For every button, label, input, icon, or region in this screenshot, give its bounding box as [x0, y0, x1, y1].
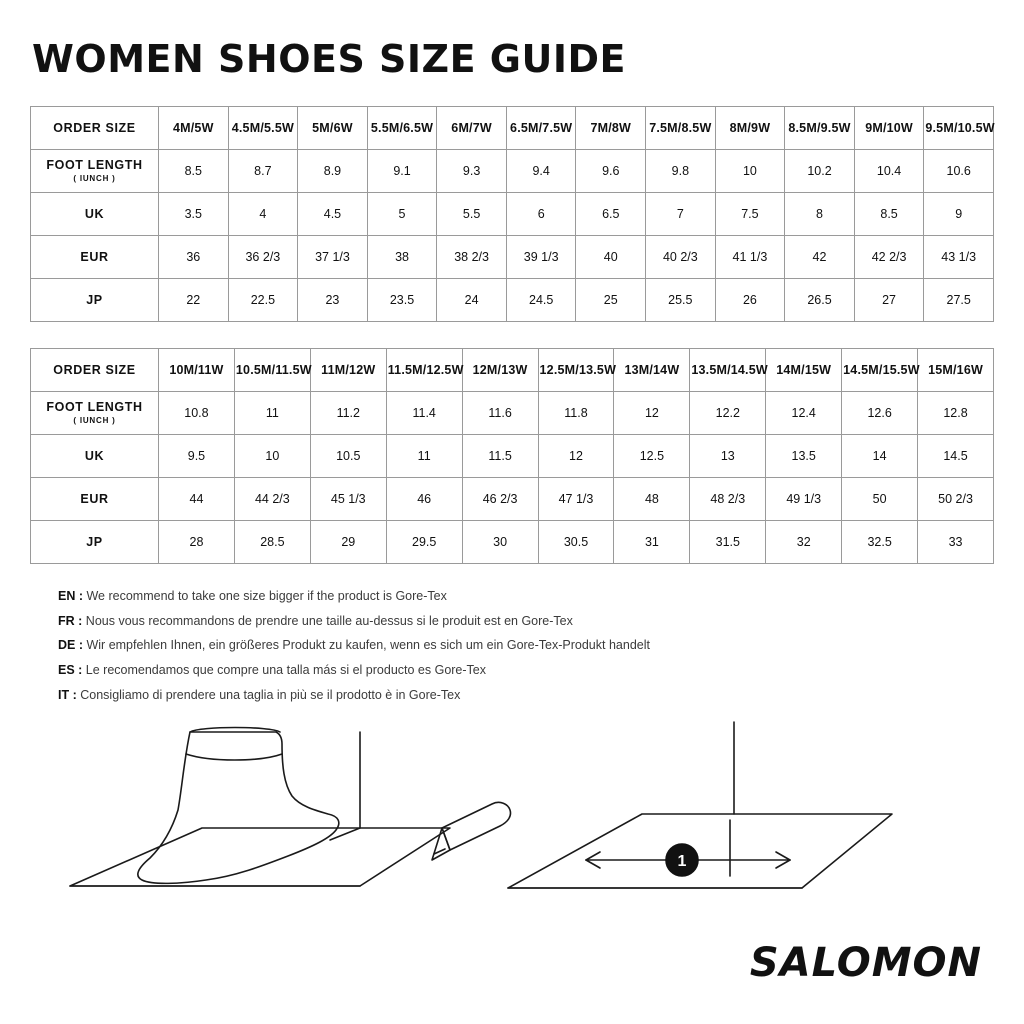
table-row	[31, 520, 994, 563]
table-cell: 50	[842, 477, 918, 520]
table-cell: 7.5M/8.5W	[646, 106, 716, 149]
row-label-jp: JP	[31, 278, 159, 321]
row-label-uk: UK	[31, 192, 159, 235]
table-cell: 28	[159, 520, 235, 563]
row-label-uk: UK	[31, 434, 159, 477]
table-cell: 10	[715, 149, 785, 192]
table-cell: 8	[785, 192, 855, 235]
foot-measure-diagram-icon	[70, 728, 511, 887]
size-table-extended	[30, 348, 994, 564]
table-cell: 12.5	[614, 434, 690, 477]
table-cell: 10.5	[310, 434, 386, 477]
table-cell: 32	[766, 520, 842, 563]
note-text-it: Consigliamo di prendere una taglia in più se il prodotto è in Gore-Tex	[80, 687, 461, 702]
table-cell: 10.8	[159, 391, 235, 434]
table-cell: 31.5	[690, 520, 766, 563]
row-label-foot-length-unit: ( IUNCH )	[73, 174, 116, 184]
table-cell: 23	[298, 278, 368, 321]
table-cell: 25	[576, 278, 646, 321]
step-badge-label: 1	[677, 853, 687, 870]
note-text-en: We recommend to take one size bigger if the product is Gore-Tex	[86, 588, 447, 603]
note-text-fr: Nous vous recommandons de prendre une taille au-dessus si le produit est en Gore-Tex	[85, 613, 573, 628]
table-cell: 39 1/3	[506, 235, 576, 278]
table-cell: 29	[310, 520, 386, 563]
table-cell: 14.5	[918, 434, 994, 477]
table-cell: 9.3	[437, 149, 507, 192]
table-cell: 12.8	[918, 391, 994, 434]
table-cell: 41 1/3	[715, 235, 785, 278]
note-text-de: Wir empfehlen Ihnen, ein größeres Produkt zu kaufen, wenn es sich um ein Gore-Tex-Produkt handelt	[86, 638, 650, 653]
table-cell: 6.5	[576, 192, 646, 235]
table-cell: 13.5M/14.5W	[690, 348, 766, 391]
table-cell: 44	[159, 477, 235, 520]
table-cell: 22.5	[228, 278, 298, 321]
table-cell: 14	[842, 434, 918, 477]
measurement-illustration	[30, 710, 994, 930]
table-cell: 6	[506, 192, 576, 235]
table-cell: 8.5M/9.5W	[785, 106, 855, 149]
table-cell: 9.6	[576, 149, 646, 192]
table-cell: 11.2	[310, 391, 386, 434]
table-cell: 22	[159, 278, 229, 321]
note-lang-es: ES :	[58, 663, 83, 678]
table-cell: 7.5	[715, 192, 785, 235]
row-label-order-size: ORDER SIZE	[31, 106, 159, 149]
table-cell: 47 1/3	[538, 477, 614, 520]
table-cell: 5.5M/6.5W	[367, 106, 437, 149]
table-cell: 9.1	[367, 149, 437, 192]
table-cell: 28.5	[234, 520, 310, 563]
table-cell: 8.5	[159, 149, 229, 192]
table-cell: 12.4	[766, 391, 842, 434]
table-row	[31, 278, 994, 321]
table-cell: 49 1/3	[766, 477, 842, 520]
table-cell: 12.2	[690, 391, 766, 434]
table-cell: 11.8	[538, 391, 614, 434]
note-es	[58, 664, 994, 678]
table-cell: 13	[690, 434, 766, 477]
table-row	[31, 106, 994, 149]
table-cell: 38 2/3	[437, 235, 507, 278]
table-cell: 10.6	[924, 149, 994, 192]
table-cell: 10.2	[785, 149, 855, 192]
note-en	[58, 590, 994, 604]
table-row	[31, 477, 994, 520]
table-cell: 6M/7W	[437, 106, 507, 149]
table-cell: 9M/10W	[854, 106, 924, 149]
table-cell: 14M/15W	[766, 348, 842, 391]
table-cell: 40 2/3	[646, 235, 716, 278]
table-cell: 32.5	[842, 520, 918, 563]
note-de	[58, 639, 994, 653]
table-cell: 31	[614, 520, 690, 563]
table-cell: 48 2/3	[690, 477, 766, 520]
row-label-eur: EUR	[31, 235, 159, 278]
table-cell: 5	[367, 192, 437, 235]
note-text-es: Le recomendamos que compre una talla más si el producto es Gore-Tex	[85, 663, 486, 678]
table-cell: 9.8	[646, 149, 716, 192]
table-row	[31, 348, 994, 391]
page-title: WOMEN SHOES SIZE GUIDE	[32, 37, 626, 81]
note-lang-fr: FR :	[58, 613, 83, 628]
table-cell: 11	[234, 391, 310, 434]
table-cell: 50 2/3	[918, 477, 994, 520]
row-label-order-size: ORDER SIZE	[31, 348, 159, 391]
table-cell: 44 2/3	[234, 477, 310, 520]
table-row	[31, 192, 994, 235]
brand-logo: SALOMON	[749, 940, 982, 986]
table-cell: 8M/9W	[715, 106, 785, 149]
table-cell: 12	[538, 434, 614, 477]
table-cell: 10.4	[854, 149, 924, 192]
table-cell: 9	[924, 192, 994, 235]
table-cell: 12M/13W	[462, 348, 538, 391]
table-row	[31, 149, 994, 192]
table-row	[31, 434, 994, 477]
table-cell: 11.6	[462, 391, 538, 434]
length-measure-diagram-icon	[508, 722, 892, 888]
note-lang-it: IT :	[58, 687, 77, 702]
table-cell: 14.5M/15.5W	[842, 348, 918, 391]
table-cell: 11	[386, 434, 462, 477]
table-cell: 12	[614, 391, 690, 434]
table-cell: 43 1/3	[924, 235, 994, 278]
table-cell: 10.5M/11.5W	[234, 348, 310, 391]
table-cell: 10M/11W	[159, 348, 235, 391]
table-cell: 30	[462, 520, 538, 563]
table-cell: 7	[646, 192, 716, 235]
table-row	[31, 235, 994, 278]
table-cell: 48	[614, 477, 690, 520]
table-cell: 33	[918, 520, 994, 563]
table-cell: 11.5M/12.5W	[386, 348, 462, 391]
table-cell: 26	[715, 278, 785, 321]
table-cell: 9.5M/10.5W	[924, 106, 994, 149]
table-cell: 3.5	[159, 192, 229, 235]
table-cell: 7M/8W	[576, 106, 646, 149]
table-cell: 46 2/3	[462, 477, 538, 520]
row-label-jp: JP	[31, 520, 159, 563]
table-cell: 5M/6W	[298, 106, 368, 149]
table-cell: 11.5	[462, 434, 538, 477]
table-cell: 4M/5W	[159, 106, 229, 149]
table-cell: 45 1/3	[310, 477, 386, 520]
table-cell: 42 2/3	[854, 235, 924, 278]
row-label-eur: EUR	[31, 477, 159, 520]
note-lang-de: DE :	[58, 638, 83, 653]
table-cell: 25.5	[646, 278, 716, 321]
table-cell: 9.4	[506, 149, 576, 192]
row-label-foot-length	[31, 391, 159, 434]
table-cell: 11M/12W	[310, 348, 386, 391]
table-cell: 8.9	[298, 149, 368, 192]
table-cell: 12.6	[842, 391, 918, 434]
table-cell: 9.5	[159, 434, 235, 477]
table-cell: 24.5	[506, 278, 576, 321]
table-cell: 8.5	[854, 192, 924, 235]
row-label-foot-length	[31, 149, 159, 192]
table-cell: 10	[234, 434, 310, 477]
table-cell: 24	[437, 278, 507, 321]
table-cell: 12.5M/13.5W	[538, 348, 614, 391]
table-cell: 23.5	[367, 278, 437, 321]
table-cell: 30.5	[538, 520, 614, 563]
table-cell: 37 1/3	[298, 235, 368, 278]
gore-tex-notes	[58, 590, 994, 703]
table-cell: 36	[159, 235, 229, 278]
table-cell: 42	[785, 235, 855, 278]
size-table-primary	[30, 106, 994, 322]
table-row	[31, 391, 994, 434]
table-cell: 27	[854, 278, 924, 321]
note-lang-en: EN :	[58, 588, 83, 603]
table-cell: 4.5M/5.5W	[228, 106, 298, 149]
table-cell: 15M/16W	[918, 348, 994, 391]
table-cell: 26.5	[785, 278, 855, 321]
table-cell: 5.5	[437, 192, 507, 235]
note-fr	[58, 615, 994, 629]
table-cell: 27.5	[924, 278, 994, 321]
table-cell: 6.5M/7.5W	[506, 106, 576, 149]
table-cell: 46	[386, 477, 462, 520]
table-cell: 38	[367, 235, 437, 278]
table-cell: 40	[576, 235, 646, 278]
table-cell: 13M/14W	[614, 348, 690, 391]
table-cell: 4	[228, 192, 298, 235]
table-cell: 4.5	[298, 192, 368, 235]
table-cell: 8.7	[228, 149, 298, 192]
note-it	[58, 689, 994, 703]
row-label-foot-length-text: FOOT LENGTH	[46, 400, 143, 415]
table-cell: 13.5	[766, 434, 842, 477]
table-cell: 36 2/3	[228, 235, 298, 278]
table-cell: 11.4	[386, 391, 462, 434]
row-label-foot-length-text: FOOT LENGTH	[46, 158, 143, 173]
row-label-foot-length-unit: ( IUNCH )	[73, 416, 116, 426]
table-cell: 29.5	[386, 520, 462, 563]
